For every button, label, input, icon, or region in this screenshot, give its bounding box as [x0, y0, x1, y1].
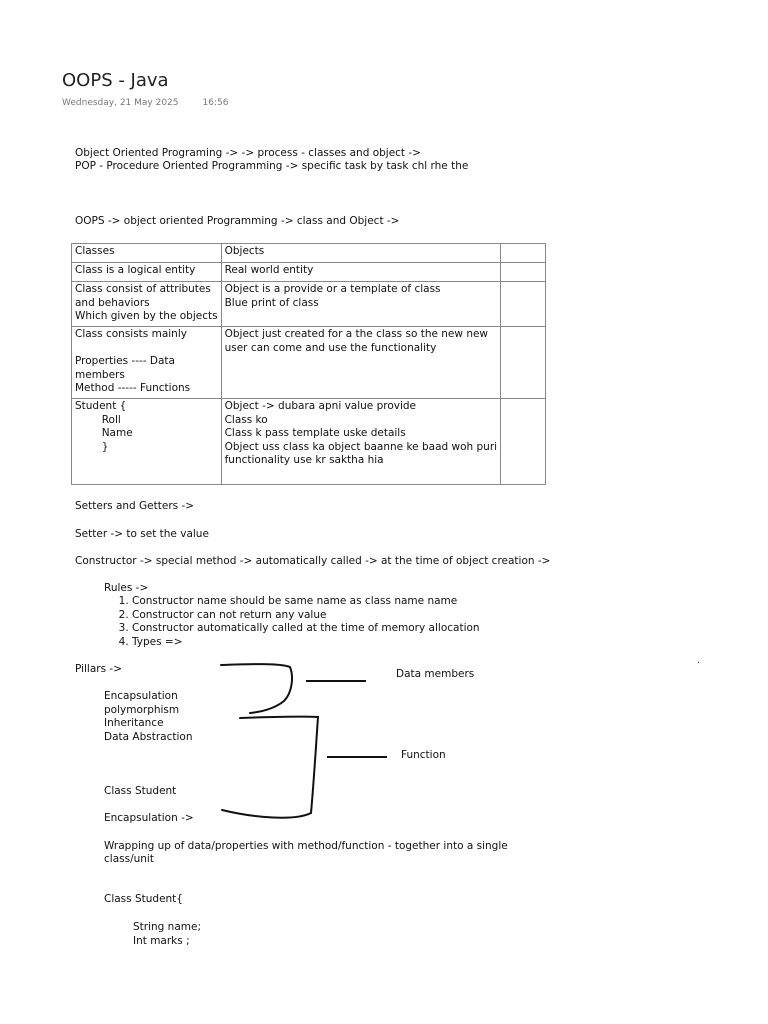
constructor-rules-list — [104, 595, 480, 649]
rules-heading: Rules -> — [104, 582, 149, 594]
table-cell — [501, 282, 546, 327]
code-class-open: Class Student{ — [104, 893, 183, 905]
table-cell: Object is a provide or a template of class Blue print of class — [221, 282, 500, 327]
pillars-heading: Pillars -> — [75, 663, 122, 675]
annotation-data-members: Data members — [396, 668, 475, 680]
table-cell — [501, 263, 546, 282]
table-cell: Object -> dubara apni value provide Class ko Class k pass template uske details Object uss class ka object baanne ke baad woh puri functionality use kr saktha hia — [221, 399, 500, 485]
pillar-item: Data Abstraction — [104, 731, 193, 743]
encapsulation-definition-1: Wrapping up of data/properties with method/function - together into a single — [104, 840, 508, 852]
page-date: Wednesday, 21 May 2025 — [62, 98, 179, 108]
classes-objects-table — [71, 243, 546, 485]
table-row — [72, 399, 546, 485]
page-title: OOPS - Java — [62, 70, 169, 91]
list-item: 4. Types => — [132, 636, 480, 650]
pillar-item: Inheritance — [104, 717, 164, 729]
stray-mark: . — [697, 655, 701, 666]
table-cell — [501, 327, 546, 399]
pillar-item: polymorphism — [104, 704, 180, 716]
setters-getters-heading: Setters and Getters -> — [75, 500, 195, 512]
intro-line-2: POP - Procedure Oriented Programming -> specific task by task chl rhe the — [75, 160, 469, 172]
table-header-row — [72, 244, 546, 263]
table-cell — [501, 399, 546, 485]
intro-line-3: OOPS -> object oriented Programming -> class and Object -> — [75, 215, 400, 227]
data-members-bracket — [221, 664, 292, 713]
setter-note: Setter -> to set the value — [75, 528, 209, 540]
function-bracket — [222, 717, 318, 818]
table-cell: Object just created for a the class so the new new user can come and use the functionality — [221, 327, 500, 399]
list-item: 3. Constructor automatically called at the time of memory allocation — [132, 622, 480, 636]
table-cell: Class consist of attributes and behaviors Which given by the objects — [72, 282, 222, 327]
pillar-item: Encapsulation — [104, 690, 178, 702]
table-cell: Class is a logical entity — [72, 263, 222, 282]
table-cell: Student { Roll Name } — [72, 399, 222, 485]
encapsulation-heading: Encapsulation -> — [104, 812, 194, 824]
class-student-label: Class Student — [104, 785, 177, 797]
table-header-cell: Classes — [72, 244, 222, 263]
list-item: 2. Constructor can not return any value — [132, 609, 480, 623]
page-time: 16:56 — [202, 98, 229, 108]
table-row — [72, 282, 546, 327]
table-header-cell — [501, 244, 546, 263]
page-meta — [62, 97, 252, 109]
table-row — [72, 327, 546, 399]
table-cell: Real world entity — [221, 263, 500, 282]
list-item: 1. Constructor name should be same name as class name name — [132, 595, 480, 609]
table-row — [72, 263, 546, 282]
encapsulation-definition-2: class/unit — [104, 853, 154, 865]
intro-line-1: Object Oriented Programing -> -> process - classes and object -> — [75, 147, 421, 159]
annotation-function: Function — [401, 749, 446, 761]
table-cell: Class consists mainly Properties ---- Data members Method ----- Functions — [72, 327, 222, 399]
table-header-cell: Objects — [221, 244, 500, 263]
code-line: String name; — [133, 921, 201, 933]
handwritten-brackets — [210, 655, 400, 825]
constructor-note: Constructor -> special method -> automatically called -> at the time of object creation -> — [75, 555, 551, 567]
code-line: Int marks ; — [133, 935, 190, 947]
